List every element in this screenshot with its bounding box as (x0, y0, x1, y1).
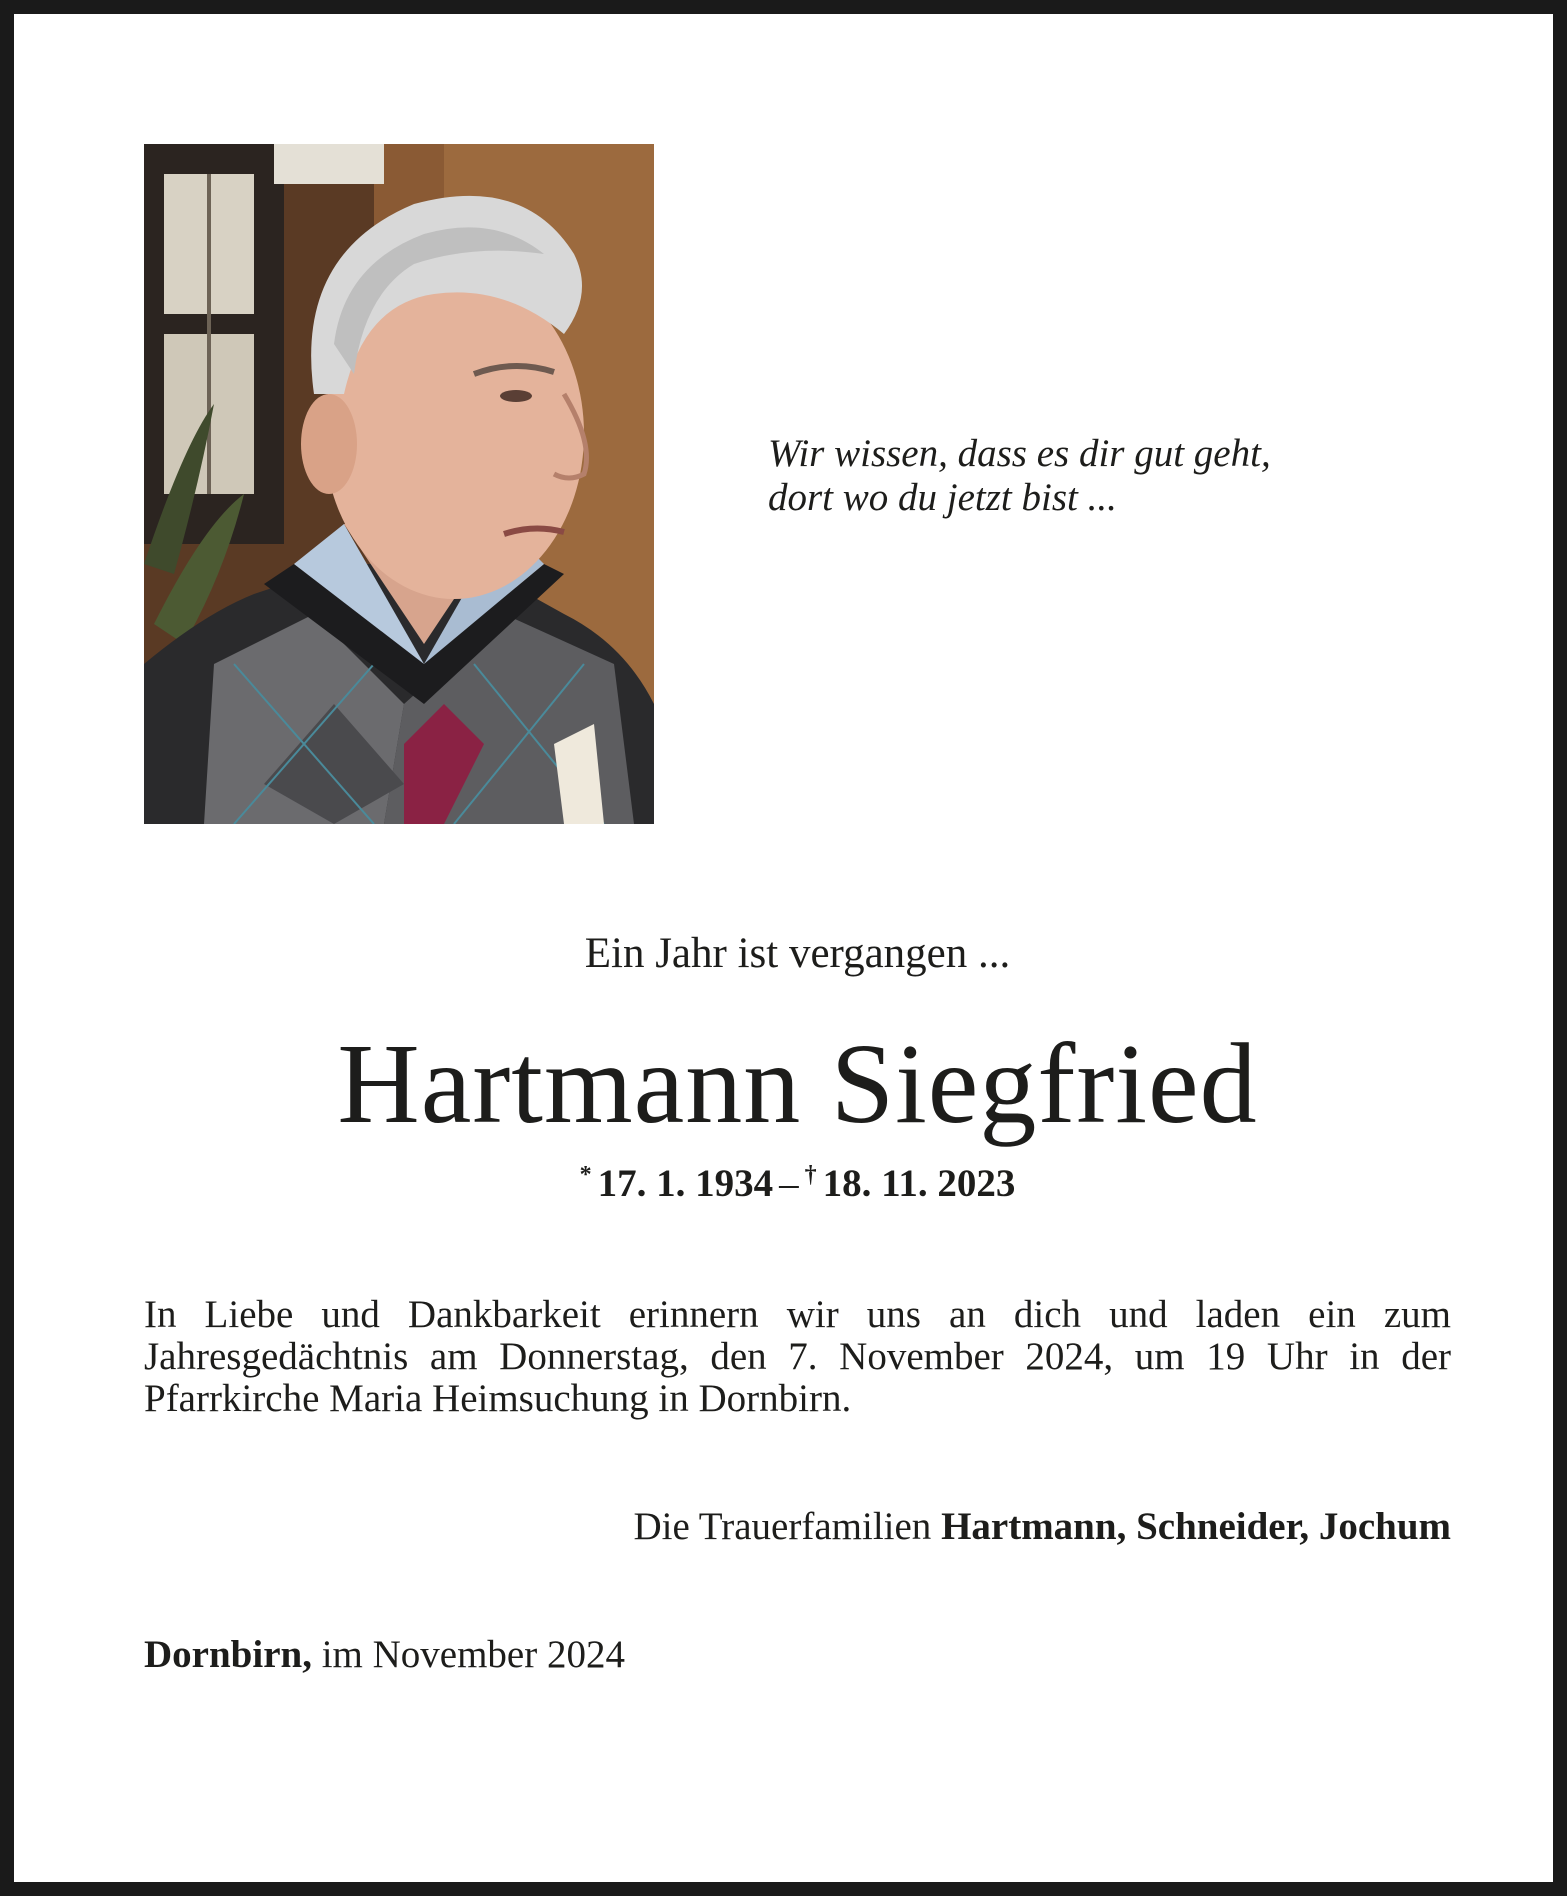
birth-star-icon: * (579, 1162, 592, 1188)
mourning-families (144, 1502, 1451, 1552)
invitation-line-1: In Liebe und Dankbarkeit erinnern wir uns an dich und laden ein zum (144, 1293, 1451, 1336)
place-date: im November 2024 (321, 1633, 625, 1676)
birth-date: 17. 1. 1934 (597, 1162, 774, 1205)
death-date: 18. 11. 2023 (822, 1162, 1016, 1205)
families-prefix: Die Trauerfamilien (633, 1505, 932, 1548)
families-names: Hartmann, Schneider, Jochum (941, 1505, 1451, 1548)
invitation-text (144, 1294, 1451, 1420)
invitation-line-3: Pfarrkirche Maria Heimsuchung in Dornbirn. (144, 1377, 852, 1420)
intro-line: Ein Jahr ist vergangen ... (584, 930, 1011, 977)
death-cross-icon: † (804, 1162, 817, 1188)
portrait-photo (144, 144, 654, 824)
memorial-quote (768, 432, 1408, 520)
quote-line-1: Wir wissen, dass es dir gut geht, (768, 432, 1271, 475)
date-dash: – (779, 1162, 799, 1205)
invitation-line-2: Jahresgedächtnis am Donnerstag, den 7. November 2024, um 19 Uhr in der (144, 1335, 1451, 1378)
place-date-line (144, 1630, 625, 1680)
deceased-name: Hartmann Siegfried (337, 1020, 1258, 1147)
portrait-illustration (144, 144, 654, 824)
place-city: Dornbirn, (144, 1633, 312, 1676)
life-dates (14, 1150, 1567, 1209)
quote-line-2: dort wo du jetzt bist ... (768, 476, 1117, 519)
